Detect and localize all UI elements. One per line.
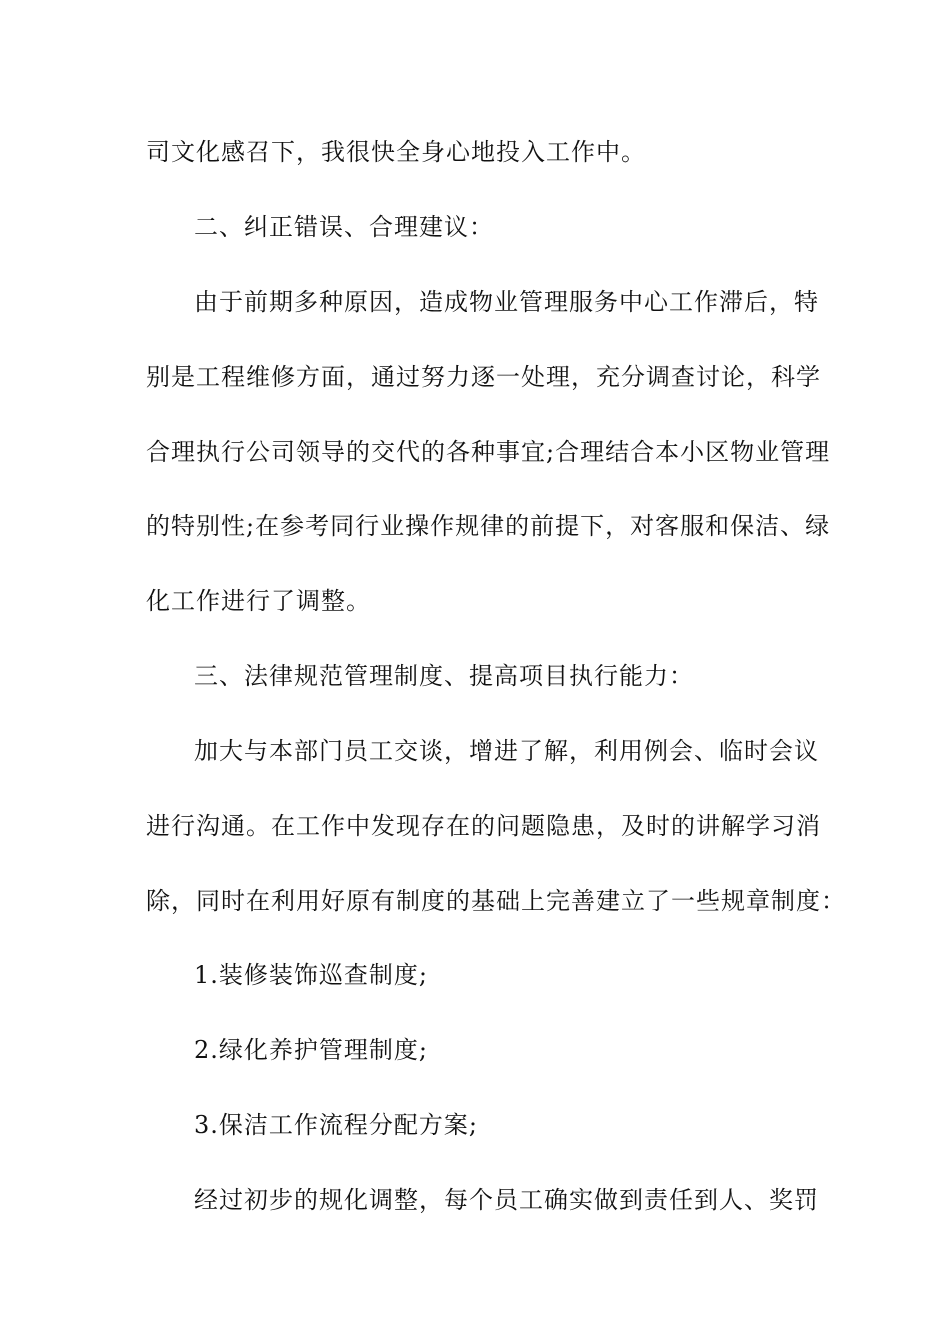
text-line-4: 别是工程维修方面，通过努力逐一处理，充分调查讨论，科学: [146, 363, 821, 391]
section-heading-3: 三、法律规范管理制度、提高项目执行能力：: [194, 662, 694, 690]
list-item-1: 1.装修装饰巡查制度;: [194, 961, 428, 989]
text-line-9: 加大与本部门员工交谈，增进了解，利用例会、临时会议: [194, 737, 819, 765]
text-line-5: 合理执行公司领导的交代的各种事宜;合理结合本小区物业管理: [146, 438, 831, 466]
text-line-7: 化工作进行了调整。: [146, 587, 371, 615]
text-line-1: 司文化感召下，我很快全身心地投入工作中。: [146, 138, 646, 166]
text-line-6: 的特别性;在参考同行业操作规律的前提下，对客服和保洁、绿: [146, 512, 831, 540]
section-heading-2: 二、纠正错误、合理建议：: [194, 213, 494, 241]
text-line-10: 进行沟通。在工作中发现存在的问题隐患，及时的讲解学习消: [146, 812, 821, 840]
text-line-3: 由于前期多种原因，造成物业管理服务中心工作滞后，特: [194, 288, 819, 316]
text-line-11: 除，同时在利用好原有制度的基础上完善建立了一些规章制度：: [146, 887, 846, 915]
list-item-3: 3.保洁工作流程分配方案;: [194, 1111, 478, 1139]
list-item-2: 2.绿化养护管理制度;: [194, 1036, 428, 1064]
text-line-15: 经过初步的规化调整，每个员工确实做到责任到人、奖罚: [194, 1186, 819, 1214]
